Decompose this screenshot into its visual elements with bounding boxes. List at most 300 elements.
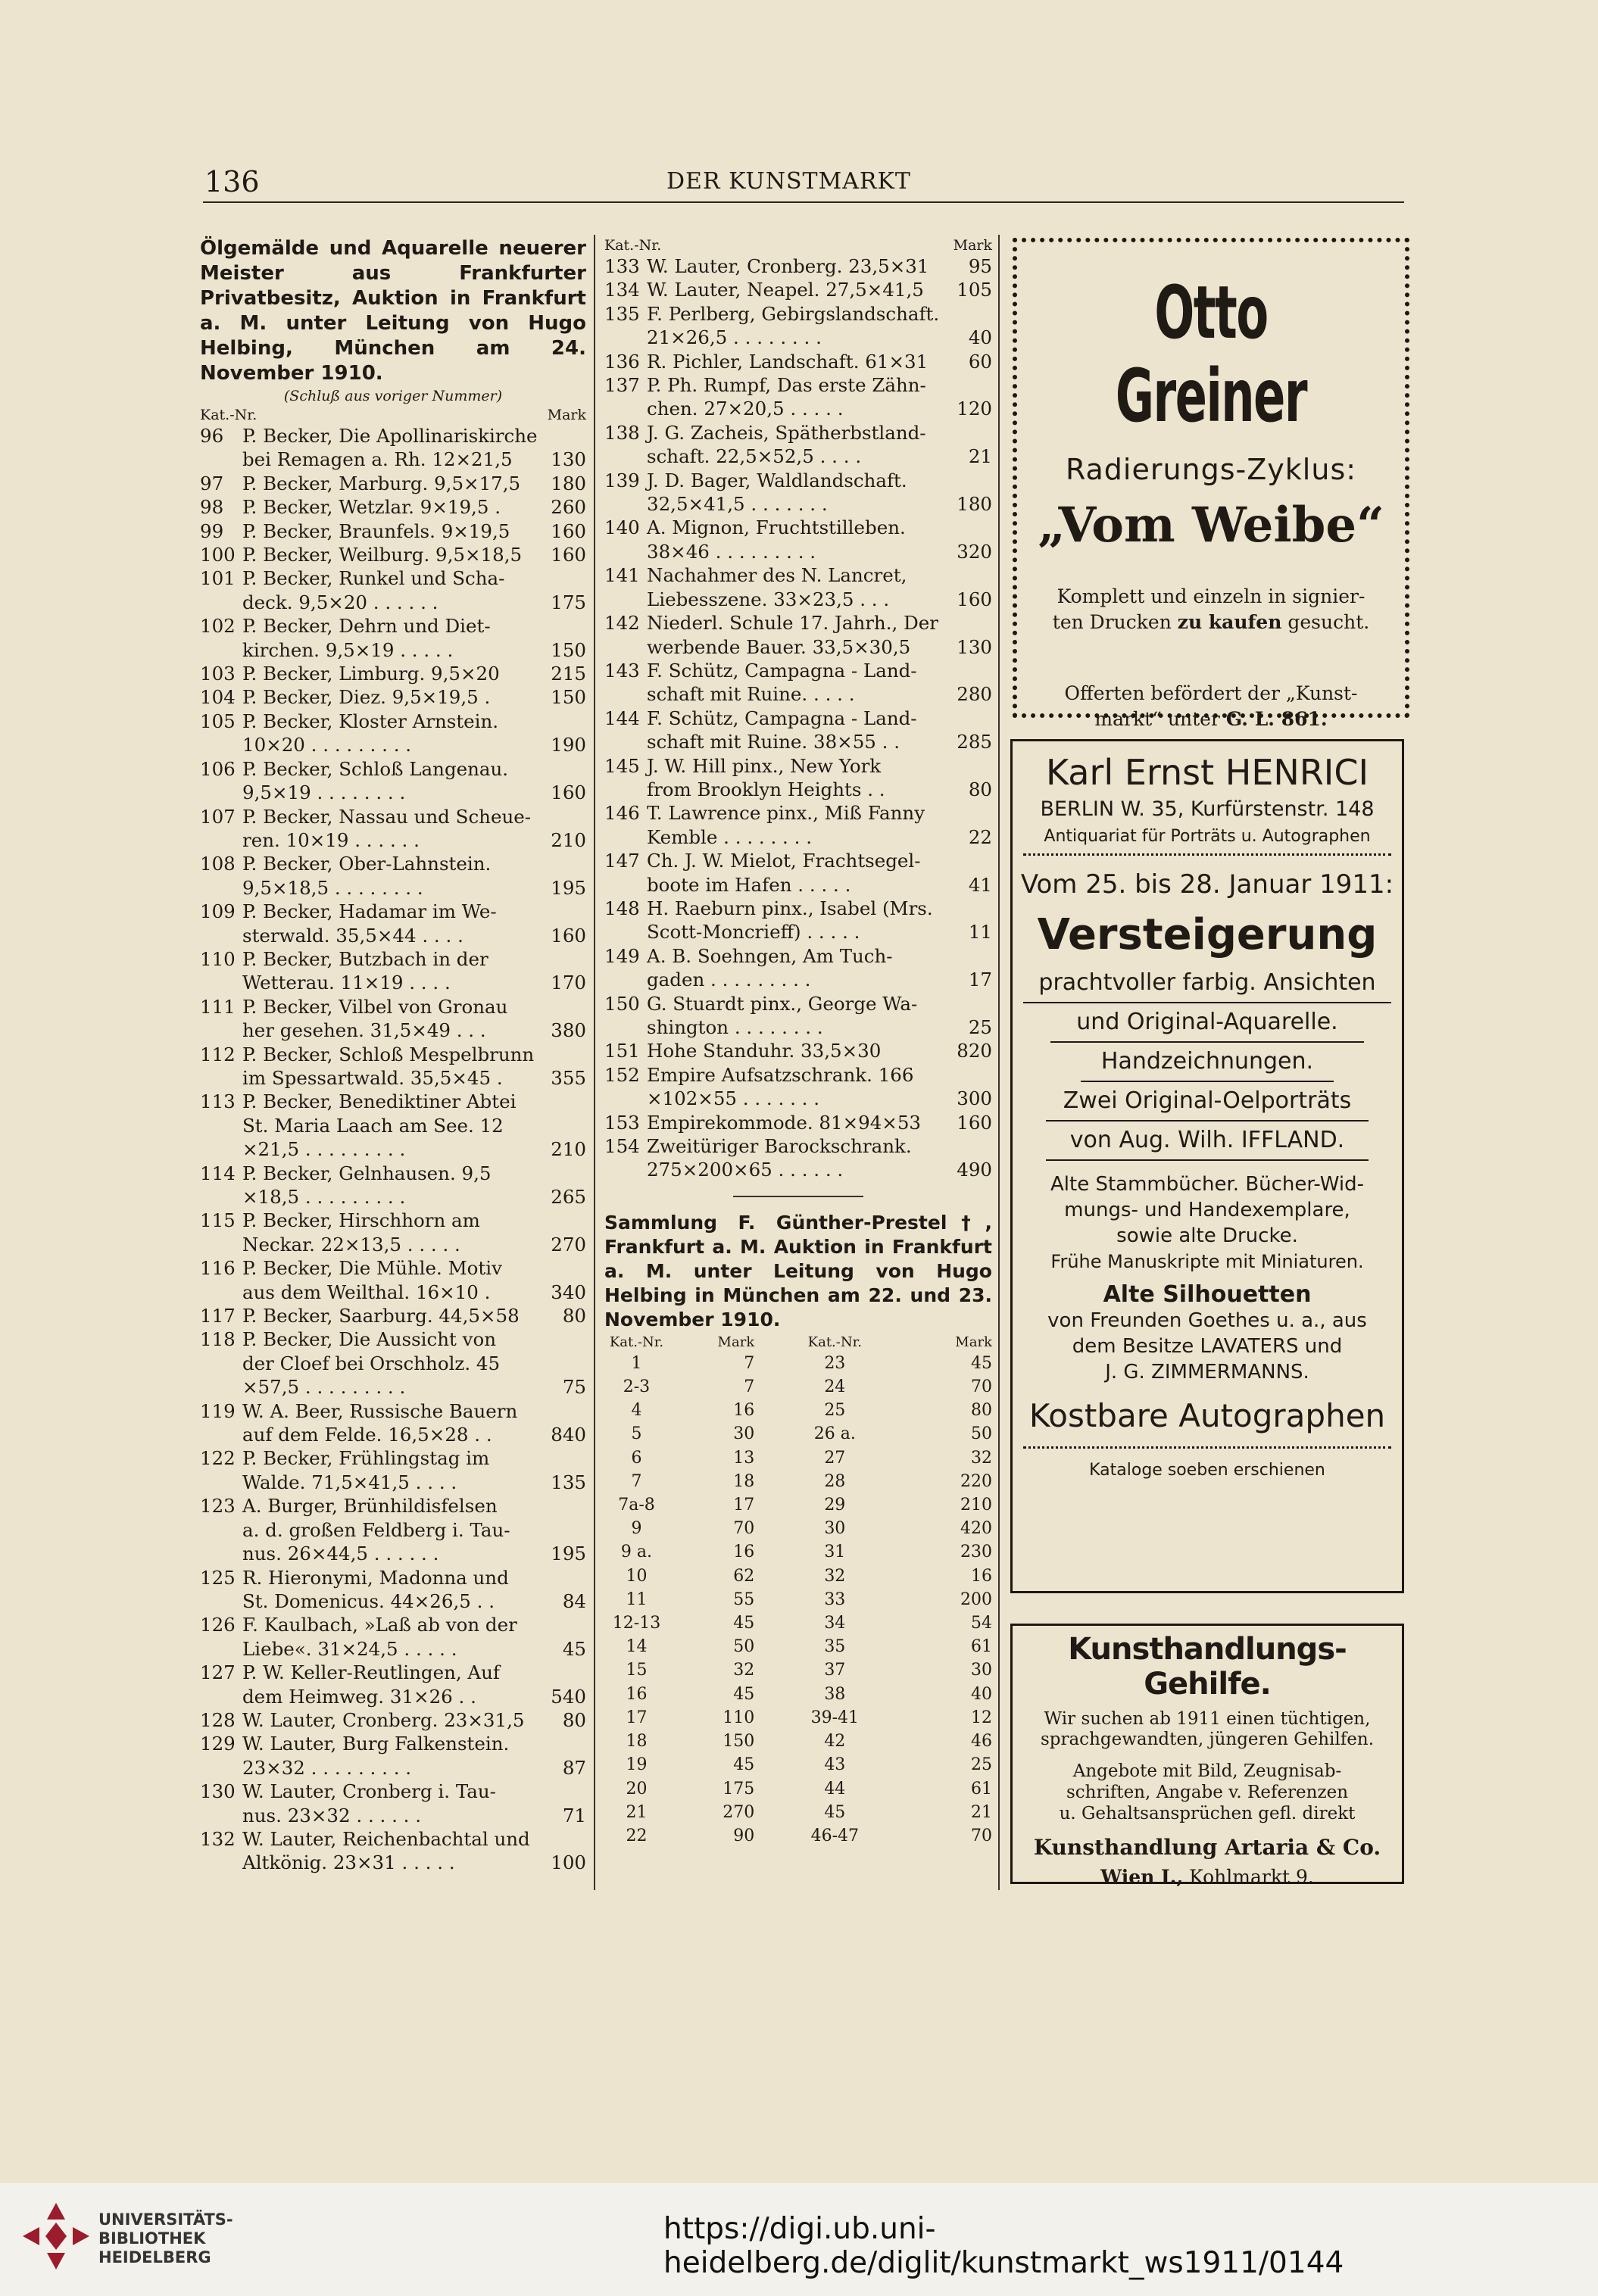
- entry-text: P. Becker, Die Mühle. Motiv: [242, 1257, 502, 1280]
- price-table-cell: 6: [631, 1448, 642, 1468]
- entry-number: 114: [200, 1162, 236, 1184]
- entry-text: St. Maria Laach am See. 12: [242, 1114, 504, 1137]
- catalog-entry: [200, 1661, 586, 1684]
- entry-text: 10×20 . . . . . . . . .: [242, 734, 412, 756]
- entry-price: 380: [551, 1019, 586, 1042]
- catalog-entry: [200, 1090, 586, 1113]
- entry-price: 170: [551, 972, 586, 994]
- entry-price: 22: [968, 825, 992, 848]
- price-table-cell: 13: [733, 1448, 755, 1468]
- entry-text: from Brooklyn Heights . .: [647, 778, 885, 800]
- catalog-entry: [604, 682, 992, 706]
- entry-number: 152: [604, 1063, 640, 1086]
- catalog-entry: [200, 685, 586, 709]
- catalog-entry: [200, 900, 586, 923]
- left-column: [200, 236, 586, 1875]
- price-table-cell: 7: [744, 1353, 755, 1373]
- price-table-cell: 39-41: [810, 1708, 860, 1727]
- catalog-entry: [200, 1518, 586, 1542]
- price-table-cell: 90: [733, 1826, 755, 1845]
- price-table-cell: 17: [626, 1708, 648, 1727]
- catalog-entry: [604, 707, 992, 730]
- ad-text-line: Komplett und einzeln in signier-: [1056, 585, 1365, 607]
- ad-text: [1013, 1709, 1402, 1750]
- price-table-cell: 30: [733, 1424, 755, 1444]
- column-rule-1: [594, 235, 595, 1890]
- entry-text: W. Lauter, Cronberg i. Tau-: [242, 1780, 496, 1803]
- entry-number: 128: [200, 1708, 236, 1731]
- ad-henrici: [1010, 739, 1404, 1593]
- entry-price: 95: [968, 255, 992, 277]
- entry-number: 110: [200, 947, 236, 970]
- entry-number: 139: [604, 469, 640, 491]
- ad-list: [1013, 1171, 1402, 1385]
- price-table-row: [604, 1493, 992, 1517]
- entry-text: F. Kaulbach, »Laß ab von der: [242, 1614, 517, 1636]
- price-table-cell: 1: [631, 1353, 642, 1373]
- price-table-cell: 61: [970, 1779, 992, 1798]
- price-table-cell: 46-47: [810, 1826, 860, 1845]
- entry-text: P. Becker, Gelnhausen. 9,5: [242, 1162, 492, 1184]
- entry-price: 130: [957, 635, 992, 658]
- permalink[interactable]: https://digi.ub.uni-heidelberg.de/diglit/kunstmarkt_ws1911/0144: [663, 2212, 1344, 2280]
- ad-line: dem Besitze LAVATERS und: [1072, 1335, 1343, 1358]
- entry-text: P. Ph. Rumpf, Das erste Zähn-: [647, 374, 926, 397]
- entry-text: W. Lauter, Cronberg. 23,5×31: [647, 255, 929, 277]
- price-table-cell: 25: [970, 1755, 992, 1775]
- entry-text: nus. 23×32 . . . . . .: [242, 1804, 422, 1827]
- catalog-entry: [200, 1162, 586, 1185]
- catalog-entry: [200, 1827, 586, 1851]
- catalog-entry: [200, 1066, 586, 1090]
- entry-text: P. Becker, Diez. 9,5×19,5 .: [242, 686, 491, 709]
- price-table-cell: 21: [626, 1802, 648, 1822]
- entry-text: im Spessartwald. 35,5×45 .: [242, 1066, 503, 1089]
- entry-text: der Cloef bei Orschholz. 45: [242, 1352, 501, 1374]
- catalog-entry: [604, 1158, 992, 1181]
- price-table-cell: 9: [631, 1519, 642, 1539]
- entry-number: 127: [200, 1661, 236, 1684]
- price-table-row: [604, 1658, 992, 1682]
- catalog-entry: [604, 516, 992, 539]
- entry-price: 105: [957, 279, 992, 301]
- entry-text: Scott-Moncrieff) . . . . .: [647, 921, 860, 944]
- entry-text: shington . . . . . . . .: [647, 1016, 823, 1038]
- entry-price: 84: [562, 1589, 586, 1612]
- price-table-row: [604, 1540, 992, 1564]
- price-table-row: [604, 1517, 992, 1540]
- ad-company: Kunsthandlung Artaria & Co.: [1033, 1835, 1381, 1860]
- catalog-entry: [200, 1471, 586, 1494]
- entry-price: 280: [957, 683, 992, 706]
- entry-text: R. Pichler, Landschaft. 61×31: [647, 350, 929, 373]
- entry-number: 106: [200, 757, 236, 780]
- entry-text: P. Becker, Die Apollinariskirche: [242, 425, 538, 447]
- entry-text: P. Becker, Saarburg. 44,5×58: [242, 1305, 520, 1327]
- entry-number: 142: [604, 612, 640, 635]
- page-number: 136: [204, 165, 260, 198]
- price-table-cell: 30: [970, 1661, 992, 1680]
- entry-number: 130: [200, 1780, 236, 1803]
- catalog-entry: [200, 805, 586, 828]
- entry-number: 150: [604, 992, 640, 1015]
- entry-number: 107: [200, 805, 236, 828]
- catalog-entry: [604, 1039, 992, 1062]
- entry-price: 100: [551, 1851, 586, 1874]
- price-table-cell: 26 a.: [813, 1424, 856, 1444]
- entry-number: 132: [200, 1827, 236, 1850]
- entry-text: A. Mignon, Fruchtstilleben.: [647, 516, 906, 539]
- entry-number: 118: [200, 1328, 236, 1351]
- catalog-entry: [604, 326, 992, 349]
- entry-text: chen. 27×20,5 . . . . .: [647, 398, 844, 420]
- catalog-entry: [200, 1375, 586, 1399]
- entry-text: A. Burger, Brünhildisfelsen: [242, 1495, 498, 1518]
- price-table-cell: Kat.-Nr.: [609, 1334, 664, 1350]
- catalog-entry: [200, 1542, 586, 1565]
- catalog-entry: [200, 495, 586, 519]
- section-divider: [733, 1182, 863, 1197]
- price-table-row: [604, 1470, 992, 1493]
- price-table-row: [604, 1706, 992, 1730]
- ad-text: [1013, 1761, 1402, 1824]
- price-table-cell: 44: [824, 1779, 846, 1798]
- price-table-cell: 45: [733, 1614, 755, 1633]
- price-table-cell: Kat.-Nr.: [807, 1334, 862, 1350]
- catalog-entry: [604, 659, 992, 682]
- entry-text: a. d. großen Feldberg i. Tau-: [242, 1518, 510, 1541]
- entry-text: schaft. 22,5×52,5 . . . .: [647, 445, 862, 468]
- price-table-row: [604, 1635, 992, 1658]
- entry-text: P. Becker, Dehrn und Diet-: [242, 615, 491, 638]
- price-table-header: [604, 1334, 992, 1352]
- price-table-row: [604, 1753, 992, 1777]
- catalog-entry: [604, 1063, 992, 1087]
- price-table-cell: 200: [960, 1589, 992, 1609]
- catalog-entry: [604, 254, 992, 278]
- entry-text: P. Becker, Marburg. 9,5×17,5: [242, 472, 521, 494]
- entry-number: 119: [200, 1399, 236, 1422]
- entry-text: P. Becker, Runkel und Scha-: [242, 567, 505, 590]
- entry-number: 134: [604, 279, 640, 301]
- price-table-cell: 34: [824, 1614, 846, 1633]
- column-header: [200, 406, 586, 424]
- entry-text: P. Becker, Die Aussicht von: [242, 1328, 496, 1351]
- entry-text: F. Schütz, Campagna - Land-: [647, 659, 917, 682]
- price-table-cell: Mark: [955, 1334, 992, 1350]
- catalog-entry: [200, 1494, 586, 1518]
- ad-address: BERLIN W. 35, Kurfürstenstr. 148: [1040, 797, 1375, 821]
- entry-price: 25: [968, 1016, 992, 1038]
- entry-text: sterwald. 35,5×44 . . . .: [242, 924, 463, 947]
- price-table-cell: 19: [626, 1755, 648, 1775]
- catalog-entry: [200, 995, 586, 1019]
- ad-title: Kunsthandlungs-Gehilfe.: [1068, 1632, 1347, 1702]
- entry-text: ren. 10×19 . . . . . .: [242, 828, 420, 851]
- catalog-entry: [604, 350, 992, 373]
- entry-price: 11: [968, 921, 992, 944]
- price-table-cell: 10: [626, 1566, 648, 1586]
- entry-price: 21: [968, 445, 992, 468]
- price-table-cell: 37: [824, 1661, 846, 1680]
- entry-text: 32,5×41,5 . . . . . . .: [647, 493, 828, 516]
- catalog-entry: [604, 968, 992, 991]
- catalog-entry: [604, 421, 992, 445]
- entry-text: Empire Aufsatzschrank. 166: [647, 1063, 914, 1086]
- catalog-entry: [200, 566, 586, 590]
- price-table-cell: 31: [824, 1543, 846, 1562]
- entry-text: P. Becker, Schloß Mespelbrunn: [242, 1043, 535, 1065]
- catalog-entry: [200, 1685, 586, 1708]
- price-table-cell: 22: [626, 1826, 648, 1845]
- catalog-entry: [604, 445, 992, 468]
- catalog-entry: [604, 492, 992, 516]
- entry-price: 270: [551, 1233, 586, 1256]
- ad-line: Frühe Manuskripte mit Miniaturen.: [1050, 1251, 1364, 1272]
- entry-number: 99: [200, 519, 224, 542]
- entry-text: kirchen. 9,5×19 . . . . .: [242, 638, 454, 661]
- ad-line: u. Gehaltsansprüchen gefl. direkt: [1059, 1804, 1356, 1823]
- ad-cycle-title: „Vom Weibe“: [1038, 497, 1384, 554]
- entry-text: Wetterau. 11×19 . . . .: [242, 972, 451, 994]
- ad-title: Otto Greiner: [1115, 270, 1307, 438]
- entry-price: 195: [551, 1543, 586, 1565]
- entry-price: 80: [562, 1305, 586, 1327]
- entry-price: 300: [957, 1087, 992, 1110]
- price-table-row: [604, 1399, 992, 1422]
- entry-number: 104: [200, 686, 236, 709]
- catalog-entry: [604, 373, 992, 397]
- catalog-entry: [604, 849, 992, 872]
- entry-text: P. Becker, Vilbel von Gronau: [242, 995, 508, 1018]
- entry-text: P. Becker, Braunfels. 9×19,5: [242, 519, 510, 542]
- catalog-entry: [604, 397, 992, 420]
- entry-price: 210: [551, 828, 586, 851]
- catalog-entry: [200, 1352, 586, 1375]
- entry-price: 87: [562, 1756, 586, 1779]
- footer-bar: [0, 2183, 1598, 2296]
- price-table-cell: 5: [631, 1424, 642, 1444]
- entry-text: 23×32 . . . . . . . . .: [242, 1756, 412, 1779]
- entry-number: 98: [200, 496, 224, 519]
- ad-line: prachtvoller farbig. Ansichten: [1023, 964, 1391, 1003]
- entry-text: auf dem Felde. 16,5×28 . .: [242, 1424, 492, 1446]
- catalog-entry: [604, 1134, 992, 1158]
- catalog-entry: [200, 1399, 586, 1423]
- entry-number: 109: [200, 900, 236, 923]
- entry-text: schaft mit Ruine. 38×55 . .: [647, 731, 900, 753]
- ad-autographs: Kostbare Autographen: [1023, 1397, 1391, 1449]
- entry-price: 180: [551, 472, 586, 494]
- entry-price: 195: [551, 876, 586, 899]
- entry-price: 120: [957, 398, 992, 420]
- ad-line: und Original-Aquarelle.: [1050, 1003, 1364, 1043]
- catalog-entry: [200, 1423, 586, 1446]
- entry-number: 100: [200, 544, 236, 566]
- price-table-cell: 16: [733, 1401, 755, 1421]
- ad-subtitle: Radierungs-Zyklus:: [1065, 453, 1357, 486]
- price-table-cell: Mark: [717, 1334, 755, 1350]
- price-table-cell: 29: [824, 1496, 846, 1515]
- library-name-line: BIBLIOTHEK: [98, 2229, 206, 2248]
- catalog-entry: [200, 757, 586, 781]
- price-table-cell: 61: [970, 1637, 992, 1657]
- catalog-entry: [604, 897, 992, 920]
- entry-price: 260: [551, 496, 586, 519]
- entry-number: 101: [200, 567, 236, 590]
- ad-address: Wien I., Kohlmarkt 9.: [1100, 1866, 1314, 1888]
- ad-line: Handzeichnungen.: [1081, 1043, 1334, 1082]
- catalog-entry: [604, 1111, 992, 1134]
- catalog-entry: [200, 924, 586, 947]
- entry-text: St. Domenicus. 44×26,5 . .: [242, 1589, 495, 1612]
- price-table-cell: 17: [733, 1496, 755, 1515]
- catalog-entry: [200, 876, 586, 900]
- entry-price: 150: [551, 686, 586, 709]
- entry-text: P. Becker, Butzbach in der: [242, 947, 488, 970]
- entry-number: 96: [200, 425, 224, 447]
- running-head: DER KUNSTMARKT: [666, 168, 911, 195]
- catalog-entry: [200, 1019, 586, 1042]
- price-table-cell: 420: [960, 1519, 992, 1539]
- price-table-cell: 70: [970, 1377, 992, 1397]
- entry-text: Kemble . . . . . . . .: [647, 825, 812, 848]
- entry-number: 108: [200, 853, 236, 875]
- entry-text: F. Perlberg, Gebirgslandschaft.: [647, 302, 940, 325]
- catalog-entry: [604, 944, 992, 968]
- entry-number: 125: [200, 1566, 236, 1589]
- ad-headline: Versteigerung: [1037, 910, 1378, 959]
- ad-line: Wir suchen ab 1911 einen tüchtigen,: [1044, 1709, 1371, 1729]
- entry-text: P. Becker, Wetzlar. 9×19,5 .: [242, 496, 501, 519]
- entry-price: 840: [551, 1424, 586, 1446]
- entry-price: 160: [551, 544, 586, 566]
- entry-text: Altkönig. 23×31 . . . . .: [242, 1851, 455, 1874]
- entry-number: 137: [604, 374, 640, 397]
- price-table-cell: 30: [824, 1519, 846, 1539]
- price-table-cell: 27: [824, 1448, 846, 1468]
- catalog-entry: [604, 278, 992, 301]
- entry-text: Nachahmer des N. Lancret,: [647, 564, 907, 587]
- catalog-entry: [200, 828, 586, 852]
- catalog-entry: [604, 754, 992, 778]
- entry-number: 126: [200, 1614, 236, 1636]
- entry-text: schaft mit Ruine. . . . .: [647, 683, 855, 706]
- price-table-cell: 18: [626, 1732, 648, 1752]
- price-table-cell: 80: [970, 1401, 992, 1421]
- catalog-entry: [200, 971, 586, 994]
- price-table-cell: 12: [970, 1708, 992, 1727]
- catalog-entry: [200, 1256, 586, 1280]
- catalog-entry: [200, 1114, 586, 1137]
- price-table-row: [604, 1611, 992, 1635]
- entry-text: F. Schütz, Campagna - Land-: [647, 707, 917, 729]
- catalog-entry: [200, 1304, 586, 1327]
- price-table-row: [604, 1352, 992, 1375]
- entry-price: 150: [551, 638, 586, 661]
- catalog-entry: [604, 540, 992, 563]
- price-table-cell: 55: [733, 1589, 755, 1609]
- entry-number: 141: [604, 564, 640, 587]
- price-table-cell: 38: [824, 1684, 846, 1704]
- entry-text: Zweitüriger Barockschrank.: [647, 1135, 912, 1158]
- entry-text: G. Stuardt pinx., George Wa-: [647, 992, 918, 1015]
- entry-price: 80: [968, 778, 992, 800]
- price-table-cell: 33: [824, 1589, 846, 1609]
- catalog-entry: [200, 1708, 586, 1732]
- catalog-entry: [200, 852, 586, 875]
- entry-price: 75: [562, 1376, 586, 1399]
- catalog-entry: [604, 563, 992, 587]
- price-table-cell: 210: [960, 1496, 992, 1515]
- entry-number: 154: [604, 1135, 640, 1158]
- price-table-cell: 28: [824, 1471, 846, 1491]
- entry-text: Empirekommode. 81×94×53: [647, 1111, 921, 1134]
- price-table-cell: 45: [824, 1802, 846, 1822]
- entry-price: 540: [551, 1685, 586, 1708]
- entry-text: Neckar. 22×13,5 . . . . .: [242, 1233, 460, 1256]
- catalog-entry: [200, 614, 586, 638]
- price-table-cell: 12-13: [612, 1614, 661, 1633]
- entry-price: 215: [551, 663, 586, 685]
- entry-number: 116: [200, 1257, 236, 1280]
- entry-price: 41: [968, 873, 992, 896]
- price-table-cell: 46: [970, 1732, 992, 1752]
- entry-text: P. Becker, Hadamar im We-: [242, 900, 497, 923]
- entry-list: [604, 254, 992, 1182]
- catalog-number-label: Kat.-Nr.: [604, 237, 662, 254]
- catalog-entry: [604, 588, 992, 611]
- entry-text: W. Lauter, Burg Falkenstein.: [242, 1733, 510, 1755]
- entry-text: 38×46 . . . . . . . . .: [647, 540, 816, 563]
- entry-price: 135: [551, 1471, 586, 1493]
- price-table-cell: 62: [733, 1566, 755, 1586]
- catalog-entry: [200, 1137, 586, 1161]
- entry-price: 160: [551, 924, 586, 947]
- sale2-title: Sammlung F. Günther-Prestel†, Frankfurt a. M. Auktion in Frankfurt a. M. unter Leitung von Hugo Helbing in München am 22. und 23. November 1910.: [604, 1211, 992, 1330]
- price-table-cell: 11: [626, 1589, 648, 1609]
- price-table-cell: 70: [733, 1519, 755, 1539]
- middle-column: [604, 236, 992, 1848]
- entry-price: 490: [957, 1159, 992, 1181]
- price-table-cell: 270: [723, 1802, 755, 1822]
- price-table-row: [604, 1730, 992, 1753]
- entry-number: 122: [200, 1447, 236, 1470]
- price-table-cell: 2-3: [623, 1377, 651, 1397]
- price-table-cell: 9 a.: [620, 1543, 653, 1562]
- entry-text: H. Raeburn pinx., Isabel (Mrs.: [647, 897, 933, 919]
- entry-text: P. Becker, Nassau und Scheue-: [242, 805, 531, 828]
- entry-price: 180: [957, 493, 992, 516]
- entry-price: 130: [551, 448, 586, 471]
- price-table-cell: 50: [970, 1424, 992, 1444]
- entry-price: 820: [957, 1040, 992, 1062]
- catalog-entry: [200, 424, 586, 448]
- catalog-entry: [200, 1209, 586, 1232]
- column-header: [604, 236, 992, 254]
- ad-line: Angebote mit Bild, Zeugnisab-: [1072, 1761, 1342, 1781]
- ad-text-line: markt“ unter G. L. 861.: [1094, 708, 1328, 730]
- entry-text: P. Becker, Benediktiner Abtei: [242, 1090, 517, 1113]
- ad-title: Karl Ernst HENRICI: [1045, 752, 1369, 793]
- price-table-cell: 175: [723, 1779, 755, 1798]
- entry-price: 80: [562, 1708, 586, 1731]
- entry-number: 111: [200, 995, 236, 1018]
- entry-text: P. Becker, Schloß Langenau.: [242, 757, 509, 780]
- entry-text: werbende Bauer. 33,5×30,5: [647, 635, 911, 658]
- catalog-entry: [200, 1233, 586, 1256]
- entry-price: 40: [968, 326, 992, 349]
